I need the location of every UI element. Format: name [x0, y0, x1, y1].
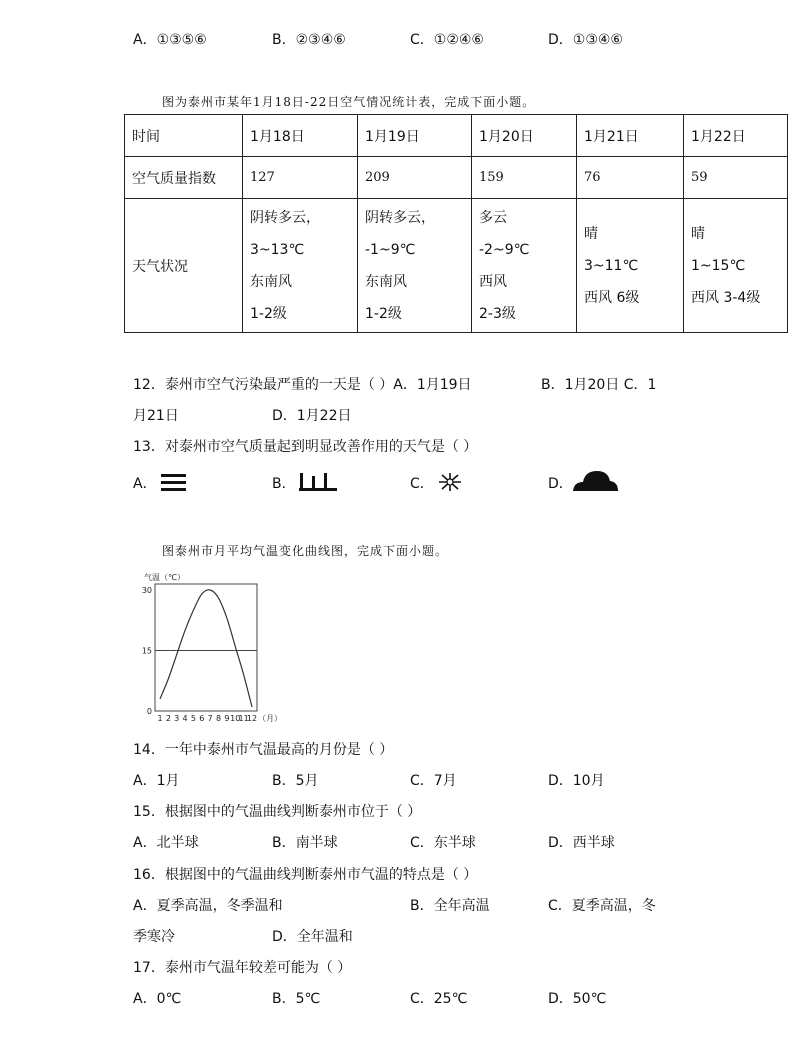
weather-line: 2-3级	[479, 305, 516, 322]
q12-options-bc[interactable]: B．1月20日 C．1	[541, 377, 657, 393]
table-cell: 1月21日	[577, 115, 684, 157]
q11-option-a[interactable]: A．①③⑤⑥	[133, 32, 207, 48]
q14-option-c[interactable]: C．7月	[410, 773, 457, 789]
q15-stem: 15．根据图中的气温曲线判断泰州市位于（ ）	[133, 804, 422, 820]
q13-option-d[interactable]: D．	[548, 476, 573, 492]
x-tick-label: 5	[190, 714, 197, 723]
q16-option-b[interactable]: B．全年高温	[410, 898, 490, 914]
table-cell: 1月20日	[472, 115, 577, 157]
q16-stem: 16．根据图中的气温曲线判断泰州市气温的特点是（ ）	[133, 867, 478, 883]
cloud-icon	[570, 466, 620, 494]
q17-option-c[interactable]: C．25℃	[410, 991, 468, 1007]
x-tick-label: 7	[207, 714, 213, 723]
x-tick-label: 4	[182, 714, 188, 723]
y-axis-label: 气温（℃）	[144, 573, 185, 582]
weather-line: 3~11℃	[584, 257, 639, 274]
table-cell	[577, 199, 684, 333]
table-cell: 159	[472, 157, 577, 199]
chart-caption: 图泰州市月平均气温变化曲线图，完成下面小题。	[162, 544, 449, 558]
table-cell: 59	[684, 157, 788, 199]
y-tick-label: 0	[146, 707, 152, 716]
table-cell	[684, 199, 788, 333]
weather-line: 晴	[691, 225, 705, 242]
x-tick-label: 12	[246, 714, 258, 723]
y-tick-label: 15	[141, 646, 152, 656]
q16-option-c-cont[interactable]: 季寒冷	[133, 929, 175, 945]
table-cell	[243, 199, 358, 333]
x-tick-label: 9	[224, 714, 230, 723]
x-tick-label: 11	[238, 714, 249, 723]
x-tick-label: 10	[230, 714, 241, 723]
air-quality-table	[124, 114, 788, 333]
weather-line: 东南风	[250, 273, 292, 290]
weather-line: 1~15℃	[691, 257, 746, 274]
table-row-aqi	[125, 157, 788, 199]
x-tick-label: 6	[199, 714, 205, 723]
q17-stem: 17．泰州市气温年较差可能为（ ）	[133, 960, 352, 976]
table-row-weather	[125, 199, 788, 333]
table-cell: 76	[577, 157, 684, 199]
q16-option-a[interactable]: A．夏季高温，冬季温和	[133, 898, 283, 914]
sun-icon	[436, 471, 464, 493]
weather-line: 西风 6级	[584, 289, 640, 306]
q17-option-a[interactable]: A．0℃	[133, 991, 182, 1007]
row-label: 空气质量指数	[125, 157, 243, 199]
weather-line: 晴	[584, 225, 598, 242]
table-cell: 209	[358, 157, 472, 199]
q14-option-d[interactable]: D．10月	[548, 773, 605, 789]
table-row-date	[125, 115, 788, 157]
table-cell: 1月18日	[243, 115, 358, 157]
q13-stem: 13．对泰州市空气质量起到明显改善作用的天气是（ ）	[133, 439, 478, 455]
weather-line: 1-2级	[365, 305, 402, 322]
q14-stem: 14．一年中泰州市气温最高的月份是（ ）	[133, 742, 394, 758]
rain-icon	[297, 471, 339, 493]
table-caption: 图为泰州市某年1月18日-22日空气情况统计表，完成下面小题。	[162, 95, 536, 109]
weather-line: 西风 3-4级	[691, 289, 761, 306]
q13-option-a[interactable]: A．	[133, 476, 157, 492]
q12-stem: 12．泰州市空气污染最严重的一天是（ ）A．1月19日	[133, 377, 472, 393]
y-tick-label: 30	[141, 586, 152, 595]
row-label: 天气状况	[125, 199, 243, 333]
table-cell: 127	[243, 157, 358, 199]
q12-option-c-cont[interactable]: 月21日	[133, 408, 179, 424]
weather-line: -2~9℃	[479, 241, 530, 258]
temperature-line-chart	[130, 568, 290, 728]
weather-line: 3~13℃	[250, 241, 305, 258]
q15-option-c[interactable]: C．东半球	[410, 835, 476, 851]
q13-option-c[interactable]: C．	[410, 476, 434, 492]
q14-option-a[interactable]: A．1月	[133, 773, 180, 789]
q15-option-d[interactable]: D．西半球	[548, 835, 615, 851]
q17-option-b[interactable]: B．5℃	[272, 991, 321, 1007]
weather-line: 阴转多云，	[250, 209, 320, 226]
x-tick-label: 8	[215, 714, 222, 723]
x-tick-label: 3	[174, 714, 180, 723]
chart-frame	[155, 584, 257, 711]
q11-option-d[interactable]: D．①③④⑥	[548, 32, 623, 48]
q16-option-d[interactable]: D．全年温和	[272, 929, 353, 945]
row-label: 时间	[125, 115, 243, 157]
q17-option-d[interactable]: D．50℃	[548, 991, 607, 1007]
q15-option-a[interactable]: A．北半球	[133, 835, 199, 851]
table-cell: 1月22日	[684, 115, 788, 157]
weather-line: 东南风	[365, 273, 407, 290]
fog-icon	[160, 471, 188, 493]
x-axis-label: （月）	[258, 714, 282, 723]
q15-option-b[interactable]: B．南半球	[272, 835, 338, 851]
x-tick-label: 2	[165, 714, 171, 723]
q11-option-b[interactable]: B．②③④⑥	[272, 32, 346, 48]
q11-option-c[interactable]: C．①②④⑥	[410, 32, 484, 48]
q13-option-b[interactable]: B．	[272, 476, 296, 492]
table-cell: 1月19日	[358, 115, 472, 157]
table-cell	[358, 199, 472, 333]
q12-option-d[interactable]: D．1月22日	[272, 408, 352, 424]
weather-line: 西风	[479, 273, 507, 290]
q14-option-b[interactable]: B．5月	[272, 773, 319, 789]
weather-line: 1-2级	[250, 305, 287, 322]
temperature-curve	[160, 590, 252, 707]
x-tick-label: 1	[157, 714, 163, 723]
q16-option-c[interactable]: C．夏季高温，冬	[548, 898, 656, 914]
weather-line: 多云	[479, 209, 507, 226]
weather-line: 阴转多云，	[365, 209, 435, 226]
table-cell	[472, 199, 577, 333]
weather-line: -1~9℃	[365, 241, 416, 258]
